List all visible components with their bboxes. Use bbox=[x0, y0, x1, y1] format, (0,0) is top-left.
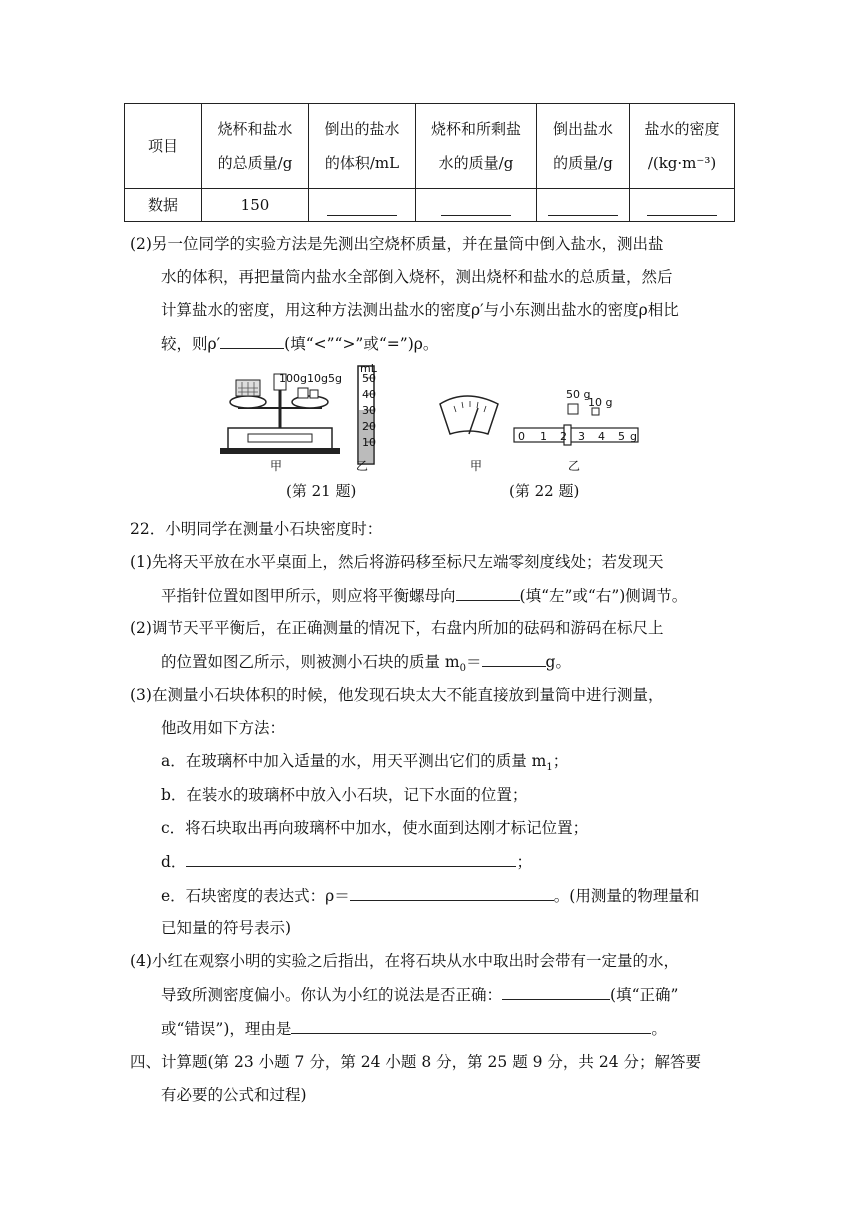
header-text: 倒出盐水 bbox=[552, 120, 613, 138]
table-cell bbox=[416, 189, 537, 222]
table-header-row bbox=[125, 104, 735, 189]
q22-1-line bbox=[161, 584, 687, 607]
text: 的位置如图乙所示，则被测小石块的质量 m bbox=[161, 653, 460, 671]
q22-3-line: 他改用如下方法： bbox=[161, 719, 286, 737]
header-text: 烧杯和所剩盐 bbox=[430, 120, 521, 138]
text: ； bbox=[516, 853, 532, 871]
answer-blank[interactable] bbox=[456, 584, 520, 601]
text: 。 bbox=[651, 1020, 667, 1038]
step-e-line2: 已知量的符号表示) bbox=[161, 919, 292, 937]
text: 导致所测密度偏小。你认为小红的说法是否正确： bbox=[161, 986, 503, 1004]
section-4-heading: 四、计算题(第 23 小题 7 分，第 24 小题 8 分，第 25 题 9 分，共 24 分；解答要 bbox=[130, 1053, 702, 1071]
scale-tick: 0 bbox=[518, 430, 525, 443]
q22-title: 22．小明同学在测量小石块密度时： bbox=[130, 520, 383, 538]
cylinder-tick: 10 bbox=[362, 436, 376, 449]
step-c: c．将石块取出再向玻璃杯中加水，使水面到达刚才标记位置； bbox=[161, 819, 589, 837]
scale-tick: 3 bbox=[578, 430, 585, 443]
answer-blank[interactable] bbox=[186, 850, 516, 867]
figure-label-jia: 甲 bbox=[270, 459, 283, 473]
step-a bbox=[161, 750, 568, 779]
q21-2-line: 计算盐水的密度，用这种方法测出盐水的密度ρ′与小东测出盐水的密度ρ相比 bbox=[161, 301, 679, 319]
cylinder-tick: 20 bbox=[362, 420, 376, 433]
table-cell bbox=[630, 189, 735, 222]
text: (填“<”“>”或“=”)ρ。 bbox=[284, 335, 439, 353]
header-text: 倒出的盐水 bbox=[324, 120, 400, 138]
caption-22: (第 22 题) bbox=[509, 482, 580, 500]
weights-label: 100g10g5g bbox=[279, 372, 342, 385]
scale-figure-22 bbox=[436, 384, 646, 456]
text: g。 bbox=[545, 653, 571, 671]
subscript: 1 bbox=[546, 762, 553, 774]
text: (填“正确” bbox=[610, 986, 679, 1004]
q22-1-line: (1)先将天平放在水平桌面上，然后将游码移至标尺左端零刻度线处；若发现天 bbox=[130, 553, 664, 571]
subscript: 0 bbox=[459, 663, 467, 675]
caption-21: (第 21 题) bbox=[286, 482, 357, 500]
text: 。(用测量的物理量和 bbox=[553, 887, 700, 905]
cylinder-tick: 40 bbox=[362, 388, 376, 401]
header-text: /(kg·m⁻³) bbox=[647, 154, 717, 172]
figure-label-yi: 乙 bbox=[568, 459, 581, 473]
section-4-heading-line2: 有必要的公式和过程) bbox=[161, 1086, 307, 1104]
answer-blank[interactable] bbox=[647, 197, 717, 216]
data-table bbox=[124, 103, 735, 222]
answer-blank[interactable] bbox=[502, 983, 610, 1000]
table-cell bbox=[537, 189, 630, 222]
text: ＝ bbox=[466, 653, 482, 671]
step-e bbox=[161, 884, 699, 907]
cylinder-tick: 50 bbox=[362, 372, 376, 385]
table-cell bbox=[309, 189, 416, 222]
q22-4-line bbox=[161, 1017, 667, 1040]
q22-4-line bbox=[161, 983, 678, 1006]
figure-label-jia: 甲 bbox=[470, 459, 483, 473]
text: a．在玻璃杯中加入适量的水，用天平测出它们的质量 m bbox=[161, 752, 547, 770]
table-header-cell bbox=[537, 104, 630, 189]
answer-blank[interactable] bbox=[548, 197, 618, 216]
header-text: 的体积/mL bbox=[324, 154, 400, 172]
header-text: 的总质量/g bbox=[217, 154, 293, 172]
table-header-cell bbox=[309, 104, 416, 189]
text: e．石块密度的表达式：ρ＝ bbox=[161, 887, 350, 905]
weight-label: 10 g bbox=[588, 396, 613, 409]
weight-label: 50 g bbox=[566, 388, 591, 401]
text: (填“左”或“右”)侧调节。 bbox=[519, 587, 688, 605]
text: d． bbox=[161, 853, 187, 871]
row-label: 数据 bbox=[125, 189, 202, 222]
header-text: 的质量/g bbox=[553, 154, 613, 172]
scale-tick: 5 bbox=[618, 430, 625, 443]
cylinder-unit-label: mL bbox=[360, 362, 377, 375]
header-text: 盐水的密度 bbox=[644, 120, 720, 138]
text: 平指针位置如图甲所示，则应将平衡螺母向 bbox=[161, 587, 456, 605]
header-text: 水的质量/g bbox=[438, 154, 514, 172]
q22-2-line bbox=[161, 650, 571, 680]
step-b: b．在装水的玻璃杯中放入小石块，记下水面的位置； bbox=[161, 786, 528, 804]
table-cell: 150 bbox=[202, 189, 309, 222]
answer-blank[interactable] bbox=[441, 197, 511, 216]
q22-4-line: (4)小红在观察小明的实验之后指出，在将石块从水中取出时会带有一定量的水， bbox=[130, 952, 679, 970]
q21-2-line: 水的体积，再把量筒内盐水全部倒入烧杯，测出烧杯和盐水的总质量，然后 bbox=[161, 268, 673, 286]
answer-blank[interactable] bbox=[291, 1017, 651, 1034]
q22-2-line: (2)调节天平平衡后，在正确测量的情况下，右盘内所加的砝码和游码在标尺上 bbox=[130, 619, 664, 637]
table-header-cell bbox=[125, 104, 202, 189]
step-d bbox=[161, 850, 532, 873]
answer-blank[interactable] bbox=[327, 197, 397, 216]
scale-tick: 2 bbox=[560, 430, 567, 443]
text: 或“错误”)，理由是 bbox=[161, 1020, 292, 1038]
answer-blank[interactable] bbox=[482, 650, 546, 667]
table-header-cell bbox=[630, 104, 735, 189]
header-text: 烧杯和盐水 bbox=[217, 120, 293, 138]
text: 较，则ρ′ bbox=[161, 335, 221, 353]
scale-tick: 4 bbox=[598, 430, 605, 443]
q21-2-line: (2)另一位同学的实验方法是先测出空烧杯质量，并在量筒中倒入盐水，测出盐 bbox=[130, 235, 664, 253]
table-row bbox=[125, 189, 735, 222]
scale-tick: 1 bbox=[540, 430, 547, 443]
table-header-cell bbox=[416, 104, 537, 189]
scale-unit: g bbox=[630, 430, 637, 443]
q22-3-line: (3)在测量小石块体积的时候，他发现石块太大不能直接放到量筒中进行测量， bbox=[130, 686, 664, 704]
table-header-cell bbox=[202, 104, 309, 189]
figure-label-yi: 乙 bbox=[356, 459, 369, 473]
header-text: 项目 bbox=[147, 137, 178, 155]
answer-blank[interactable] bbox=[220, 332, 284, 349]
q21-2-line bbox=[161, 332, 438, 355]
text: ； bbox=[552, 752, 569, 770]
answer-blank[interactable] bbox=[350, 884, 554, 901]
cylinder-tick: 30 bbox=[362, 404, 376, 417]
